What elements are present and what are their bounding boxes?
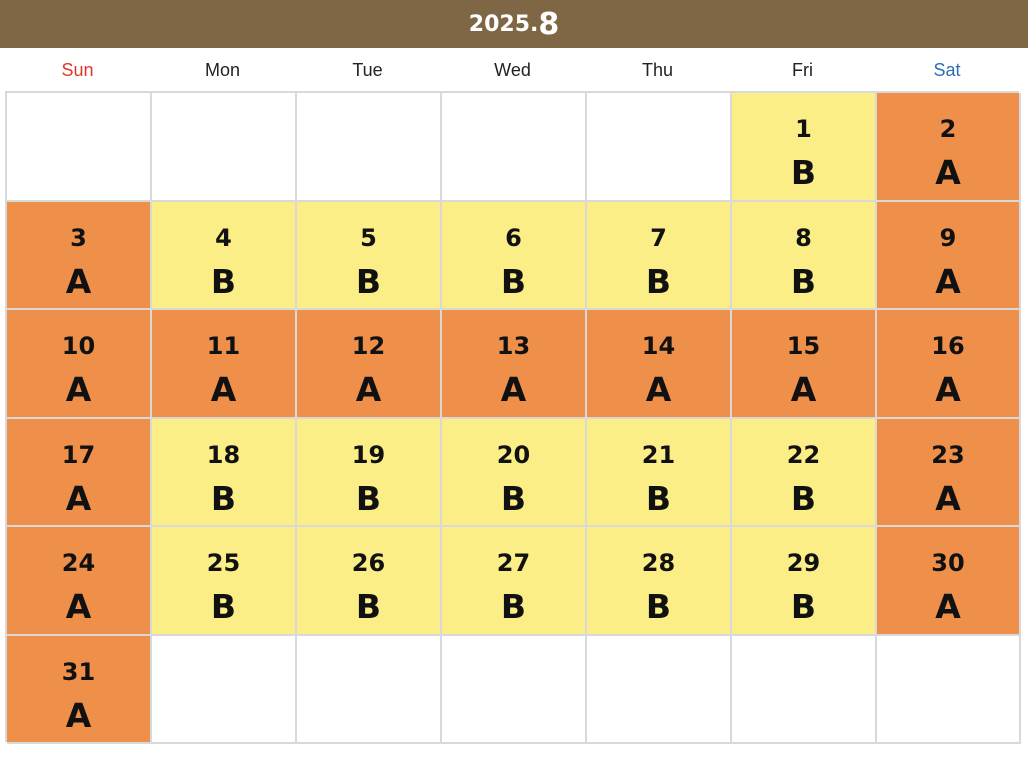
day-cell-6[interactable] (442, 202, 587, 311)
day-cell-23[interactable] (877, 419, 1021, 528)
header-year: 2025. (468, 11, 539, 37)
day-number: 24 (61, 549, 96, 577)
day-number: 27 (496, 549, 531, 577)
day-number: 30 (931, 549, 965, 577)
day-label: A (65, 261, 92, 301)
day-label: B (790, 587, 817, 626)
day-label: B (645, 261, 672, 301)
day-label: B (355, 478, 382, 518)
day-label: B (210, 478, 237, 518)
day-cell-28[interactable] (587, 527, 732, 636)
day-label: A (65, 587, 92, 626)
day-label: A (790, 370, 817, 409)
day-cell-30[interactable] (877, 527, 1021, 636)
empty-cell (732, 636, 877, 745)
day-label: B (500, 587, 527, 626)
day-cell-20[interactable] (442, 419, 587, 528)
day-label: B (355, 587, 382, 626)
day-cell-24[interactable] (7, 527, 152, 636)
day-label: B (645, 587, 672, 626)
empty-cell (877, 636, 1021, 745)
day-number: 23 (931, 440, 965, 469)
day-number: 2 (939, 115, 957, 143)
weekday-mon: Mon (204, 60, 240, 80)
day-number: 26 (351, 549, 386, 577)
day-number: 1 (795, 115, 812, 143)
day-label: B (210, 261, 237, 301)
day-label: A (500, 370, 527, 409)
day-number: 28 (641, 549, 676, 577)
day-number: 22 (786, 440, 821, 469)
weekday-tue: Tue (352, 60, 383, 80)
day-number: 10 (61, 332, 96, 360)
day-cell-29[interactable] (732, 527, 877, 636)
day-label: A (935, 261, 961, 301)
day-cell-27[interactable] (442, 527, 587, 636)
day-label: A (65, 370, 92, 409)
weekday-sun: Sun (61, 60, 94, 80)
day-number: 11 (206, 332, 241, 360)
day-cell-7[interactable] (587, 202, 732, 311)
day-label: A (645, 370, 672, 409)
day-cell-15[interactable] (732, 310, 877, 419)
day-number: 12 (351, 332, 386, 360)
day-cell-3[interactable] (7, 202, 152, 311)
day-number: 6 (505, 223, 522, 252)
day-cell-1[interactable] (732, 93, 877, 202)
weekday-wed: Wed (494, 60, 531, 80)
empty-cell (152, 93, 297, 202)
day-cell-11[interactable] (152, 310, 297, 419)
day-label: B (210, 587, 237, 626)
day-number: 16 (931, 332, 965, 360)
day-label: B (790, 261, 817, 301)
empty-cell (7, 93, 152, 202)
day-number: 5 (360, 223, 377, 252)
day-cell-10[interactable] (7, 310, 152, 419)
header-month: 8 (538, 6, 560, 42)
day-label: B (500, 261, 527, 301)
day-number: 3 (70, 223, 87, 252)
day-number: 18 (206, 440, 241, 469)
day-label: A (65, 478, 92, 518)
day-label: A (935, 153, 961, 192)
day-number: 17 (61, 440, 96, 469)
day-cell-16[interactable] (877, 310, 1021, 419)
empty-cell (297, 93, 442, 202)
empty-cell (442, 93, 587, 202)
day-cell-18[interactable] (152, 419, 297, 528)
day-label: A (355, 370, 382, 409)
day-cell-26[interactable] (297, 527, 442, 636)
day-number: 15 (786, 332, 821, 360)
day-cell-25[interactable] (152, 527, 297, 636)
day-cell-13[interactable] (442, 310, 587, 419)
day-label: B (355, 261, 382, 301)
day-cell-5[interactable] (297, 202, 442, 311)
weekday-thu: Thu (641, 60, 674, 80)
weekday-header-row (5, 56, 1019, 84)
day-number: 8 (795, 223, 812, 252)
empty-cell (297, 636, 442, 745)
day-label: B (790, 153, 817, 192)
day-cell-22[interactable] (732, 419, 877, 528)
day-label: B (645, 478, 672, 518)
day-label: A (65, 695, 92, 735)
day-cell-2[interactable] (877, 93, 1021, 202)
day-number: 25 (206, 549, 241, 577)
day-number: 20 (496, 440, 531, 469)
day-number: 13 (496, 332, 531, 360)
empty-cell (152, 636, 297, 745)
day-number: 14 (641, 332, 676, 360)
day-cell-17[interactable] (7, 419, 152, 528)
day-cell-14[interactable] (587, 310, 732, 419)
day-label: A (935, 587, 961, 626)
day-number: 29 (786, 549, 821, 577)
day-cell-19[interactable] (297, 419, 442, 528)
day-cell-31[interactable] (7, 636, 152, 745)
weekday-fri: Fri (792, 60, 813, 80)
day-cell-9[interactable] (877, 202, 1021, 311)
empty-cell (442, 636, 587, 745)
calendar-grid (5, 91, 1019, 742)
calendar-header (0, 0, 1028, 48)
day-number: 21 (641, 440, 676, 469)
day-label: B (500, 478, 527, 518)
empty-cell (587, 93, 732, 202)
day-cell-12[interactable] (297, 310, 442, 419)
day-cell-4[interactable] (152, 202, 297, 311)
day-number: 4 (215, 223, 232, 252)
day-number: 31 (61, 657, 96, 686)
day-label: A (210, 370, 237, 409)
day-label: B (790, 478, 817, 518)
empty-cell (587, 636, 732, 745)
day-number: 7 (650, 223, 667, 252)
weekday-sat: Sat (933, 60, 961, 80)
day-number: 19 (351, 440, 386, 469)
day-label: A (935, 370, 961, 409)
day-cell-8[interactable] (732, 202, 877, 311)
day-label: A (935, 478, 961, 518)
day-number: 9 (939, 223, 957, 252)
day-cell-21[interactable] (587, 419, 732, 528)
